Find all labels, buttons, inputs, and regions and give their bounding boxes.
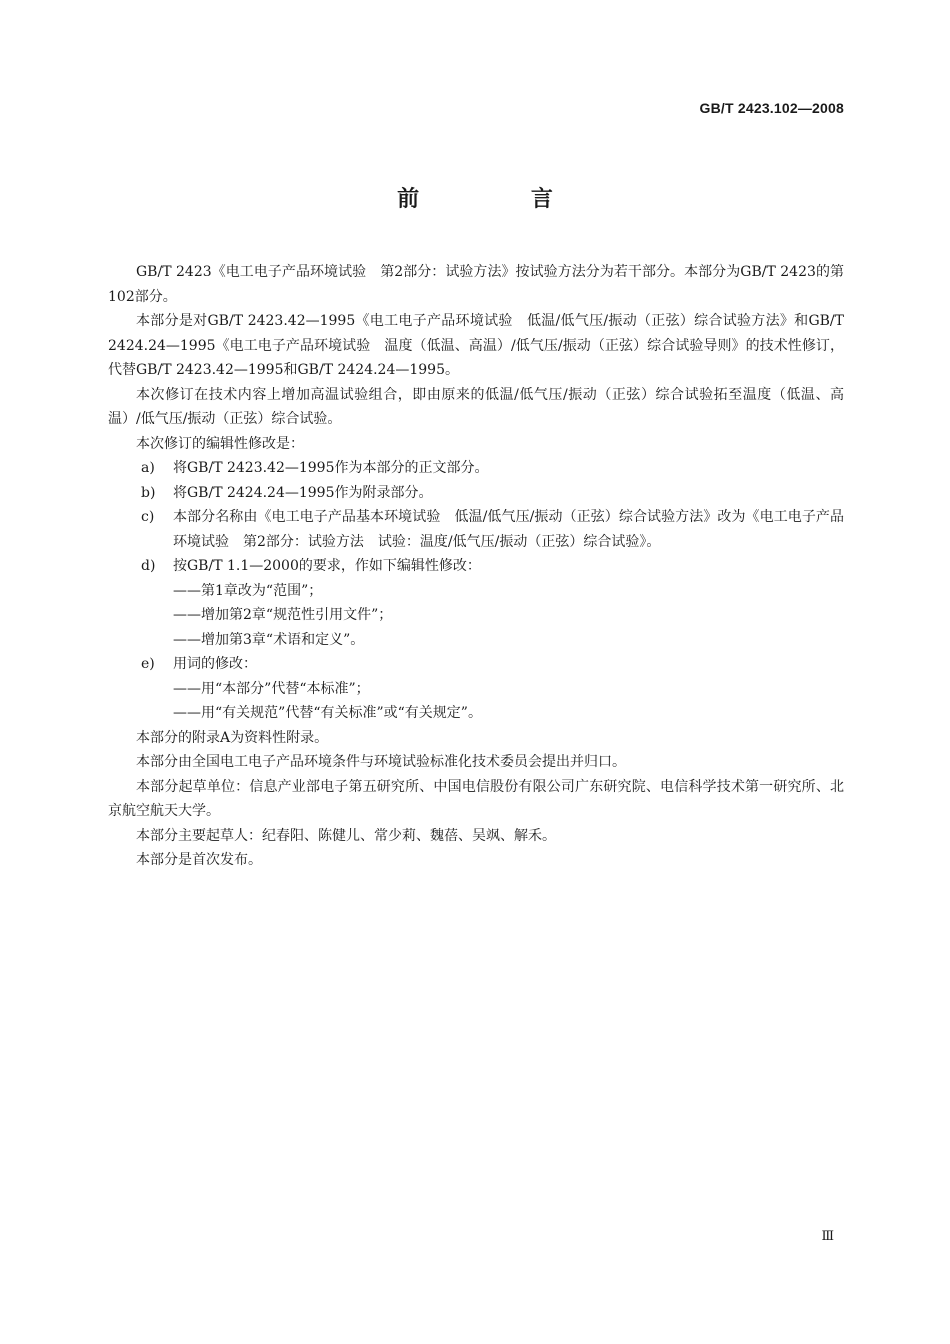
foreword-body — [108, 260, 844, 873]
list-item-text: 本部分名称由《电工电子产品基本环境试验 低温/低气压/振动（正弦）综合试验方法》改为《电工电子产品环境试验 第2部分：试验方法 试验：温度/低气压/振动（正弦）综合试验》。 — [173, 509, 844, 550]
sub-list-item: ——用“本部分”代替“本标准”； — [173, 680, 370, 697]
list-item-text: 将GB/T 2424.24—1995作为附录部分。 — [173, 484, 433, 501]
page-number: Ⅲ — [821, 1228, 834, 1243]
list-item-text: 用词的修改： — [173, 656, 257, 672]
sub-list-item: ——增加第2章“规范性引用文件”； — [173, 607, 393, 623]
paragraph-revision: 本部分是对GB/T 2423.42—1995《电工电子产品环境试验 低温/低气压/振动（正弦）综合试验方法》和GB/T 2424.24—1995《电工电子产品环境试验 温度（低温、高温）/低气压/振动（正弦）综合试验导则》的技术性修订，代替GB/T 2423.42—1995和GB/T 2424.24—1995。 — [108, 313, 844, 378]
standard-code: GB/T 2423.102—2008 — [699, 100, 844, 116]
sub-list-item: ——第1章改为“范围”； — [173, 582, 323, 599]
page-title: 前 言 — [397, 187, 605, 212]
list-item — [108, 456, 844, 481]
list-item-label: d) — [141, 558, 156, 574]
paragraph-scope: GB/T 2423《电工电子产品环境试验 第2部分：试验方法》按试验方法分为若干部分。本部分为GB/T 2423的第102部分。 — [108, 264, 844, 305]
sub-list-item: ——用“有关规范”代替“有关标准”或“有关规定”。 — [173, 705, 482, 721]
list-item — [108, 652, 844, 677]
list-item — [108, 554, 844, 579]
list-item — [108, 505, 844, 554]
list-item-label: e) — [141, 656, 155, 672]
paragraph-annex: 本部分的附录A为资料性附录。 — [136, 729, 329, 746]
list-item-text: 将GB/T 2423.42—1995作为本部分的正文部分。 — [173, 460, 489, 476]
paragraph-drafting-units: 本部分起草单位：信息产业部电子第五研究所、中国电信股份有限公司广东研究院、电信科学技术第一研究所、北京航空航天大学。 — [108, 778, 844, 819]
list-item-label: b) — [141, 484, 156, 501]
paragraph-first-release: 本部分是首次发布。 — [136, 852, 262, 868]
list-item-label: a) — [141, 460, 155, 476]
paragraph-editorial-intro: 本次修订的编辑性修改是： — [136, 435, 304, 452]
list-item — [108, 481, 844, 506]
paragraph-committee: 本部分由全国电工电子产品环境条件与环境试验标准化技术委员会提出并归口。 — [136, 754, 626, 770]
paragraph-technical-change: 本次修订在技术内容上增加高温试验组合，即由原来的低温/低气压/振动（正弦）综合试验拓至温度（低温、高温）/低气压/振动（正弦）综合试验。 — [108, 386, 844, 427]
list-item-label: c) — [141, 509, 155, 525]
sub-list-item: ——增加第3章“术语和定义”。 — [173, 631, 365, 648]
list-item-text: 按GB/T 1.1—2000的要求，作如下编辑性修改： — [173, 558, 481, 574]
paragraph-drafters: 本部分主要起草人：纪春阳、陈健儿、常少莉、魏蓓、吴飒、解禾。 — [136, 827, 556, 844]
